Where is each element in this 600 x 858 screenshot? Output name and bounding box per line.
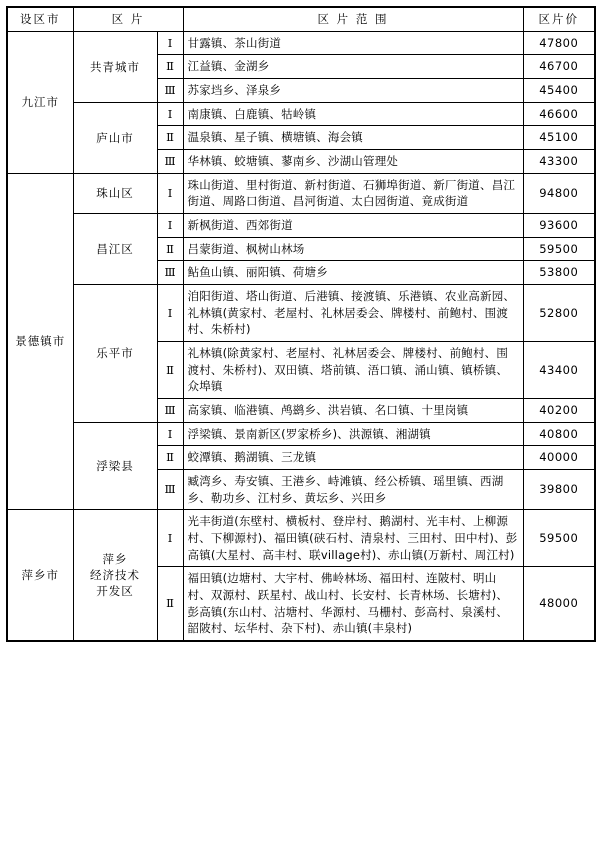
table-body — [7, 31, 595, 641]
district-price-table — [6, 6, 596, 642]
cell-price: 59500 — [523, 237, 595, 261]
cell-section: Ⅰ — [157, 214, 183, 238]
cell-price: 59500 — [523, 510, 595, 567]
cell-district: 萍乡 经济技术 开发区 — [73, 510, 157, 641]
cell-range: 南康镇、白鹿镇、牯岭镇 — [183, 102, 523, 126]
cell-range: 蛟潭镇、鹅湖镇、三龙镇 — [183, 446, 523, 470]
cell-price: 45100 — [523, 126, 595, 150]
header-section: 区 片 — [73, 7, 183, 31]
cell-district: 昌江区 — [73, 214, 157, 285]
cell-price: 93600 — [523, 214, 595, 238]
cell-city: 萍乡市 — [7, 510, 73, 641]
cell-range: 洎阳街道、塔山街道、后港镇、接渡镇、乐港镇、农业高新园、礼林镇(黄家村、老屋村、礼林居委会、牌楼村、前鲍村、围渡村、朱桥村) — [183, 285, 523, 342]
table-header-row — [7, 7, 595, 31]
cell-range: 鲇鱼山镇、丽阳镇、荷塘乡 — [183, 261, 523, 285]
cell-section: Ⅱ — [157, 55, 183, 79]
cell-range: 新枫街道、西郊街道 — [183, 214, 523, 238]
cell-price: 46600 — [523, 102, 595, 126]
cell-price: 40200 — [523, 399, 595, 423]
table-row — [7, 214, 595, 238]
table-row — [7, 510, 595, 567]
cell-price: 53800 — [523, 261, 595, 285]
cell-price: 48000 — [523, 567, 595, 641]
cell-section: Ⅲ — [157, 150, 183, 174]
table-row — [7, 422, 595, 446]
cell-district: 庐山市 — [73, 102, 157, 173]
cell-section: Ⅰ — [157, 510, 183, 567]
header-range: 区 片 范 围 — [183, 7, 523, 31]
cell-price: 46700 — [523, 55, 595, 79]
cell-range: 苏家垱乡、泽泉乡 — [183, 79, 523, 103]
cell-city: 景德镇市 — [7, 173, 73, 510]
cell-price: 40000 — [523, 446, 595, 470]
cell-section: Ⅰ — [157, 31, 183, 55]
cell-price: 47800 — [523, 31, 595, 55]
table-row — [7, 285, 595, 342]
cell-price: 40800 — [523, 422, 595, 446]
cell-section: Ⅰ — [157, 173, 183, 213]
cell-section: Ⅱ — [157, 237, 183, 261]
cell-range: 礼林镇(除黄家村、老屋村、礼林居委会、牌楼村、前鲍村、围渡村、朱桥村)、双田镇、塔前镇、浯口镇、涌山镇、镇桥镇、众埠镇 — [183, 342, 523, 399]
cell-price: 43400 — [523, 342, 595, 399]
cell-section: Ⅰ — [157, 102, 183, 126]
cell-section: Ⅱ — [157, 446, 183, 470]
cell-range: 珠山街道、里村街道、新村街道、石狮埠街道、新厂街道、昌江街道、周路口街道、昌河街道、太白园街道、竟成街道 — [183, 173, 523, 213]
cell-range: 华林镇、蛟塘镇、蓼南乡、沙湖山管理处 — [183, 150, 523, 174]
cell-section: Ⅲ — [157, 399, 183, 423]
cell-section: Ⅰ — [157, 422, 183, 446]
cell-district: 共青城市 — [73, 31, 157, 102]
cell-range: 吕蒙街道、枫树山林场 — [183, 237, 523, 261]
table-row — [7, 102, 595, 126]
cell-range: 光丰街道(东壁村、横板村、登岸村、鹅湖村、光丰村、上柳源村、下柳源村)、福田镇(硖石村、清泉村、三田村、田中村)、彭高镇(大星村、高丰村、联village村)、赤山镇(万新村、周江村) — [183, 510, 523, 567]
cell-price: 39800 — [523, 470, 595, 510]
cell-section: Ⅱ — [157, 126, 183, 150]
header-price: 区片价 — [523, 7, 595, 31]
cell-section: Ⅲ — [157, 261, 183, 285]
cell-city: 九江市 — [7, 31, 73, 173]
cell-range: 甘露镇、茶山街道 — [183, 31, 523, 55]
cell-section: Ⅱ — [157, 567, 183, 641]
cell-price: 43300 — [523, 150, 595, 174]
cell-section: Ⅰ — [157, 285, 183, 342]
cell-price: 94800 — [523, 173, 595, 213]
cell-range: 温泉镇、星子镇、横塘镇、海会镇 — [183, 126, 523, 150]
table-row — [7, 31, 595, 55]
header-city: 设区市 — [7, 7, 73, 31]
cell-price: 45400 — [523, 79, 595, 103]
cell-range: 高家镇、临港镇、鸬鹚乡、洪岩镇、名口镇、十里岗镇 — [183, 399, 523, 423]
cell-district: 乐平市 — [73, 285, 157, 423]
cell-district: 珠山区 — [73, 173, 157, 213]
cell-section: Ⅱ — [157, 342, 183, 399]
cell-range: 江益镇、金湖乡 — [183, 55, 523, 79]
cell-section: Ⅲ — [157, 79, 183, 103]
cell-district: 浮梁县 — [73, 422, 157, 510]
cell-range: 浮梁镇、景南新区(罗家桥乡)、洪源镇、湘湖镇 — [183, 422, 523, 446]
cell-range: 福田镇(边塘村、大宇村、佛岭林场、福田村、连陂村、明山村、双源村、跃星村、战山村、长安村、长青林场、长塘村)、彭高镇(东山村、沽塘村、华源村、马栅村、彭高村、泉溪村、韶陂村、坛华村、杂下村)、赤山镇(丰泉村) — [183, 567, 523, 641]
table-row — [7, 173, 595, 213]
cell-range: 臧湾乡、寿安镇、王港乡、峙滩镇、经公桥镇、瑶里镇、西湖乡、勒功乡、江村乡、黄坛乡、兴田乡 — [183, 470, 523, 510]
cell-price: 52800 — [523, 285, 595, 342]
cell-section: Ⅲ — [157, 470, 183, 510]
